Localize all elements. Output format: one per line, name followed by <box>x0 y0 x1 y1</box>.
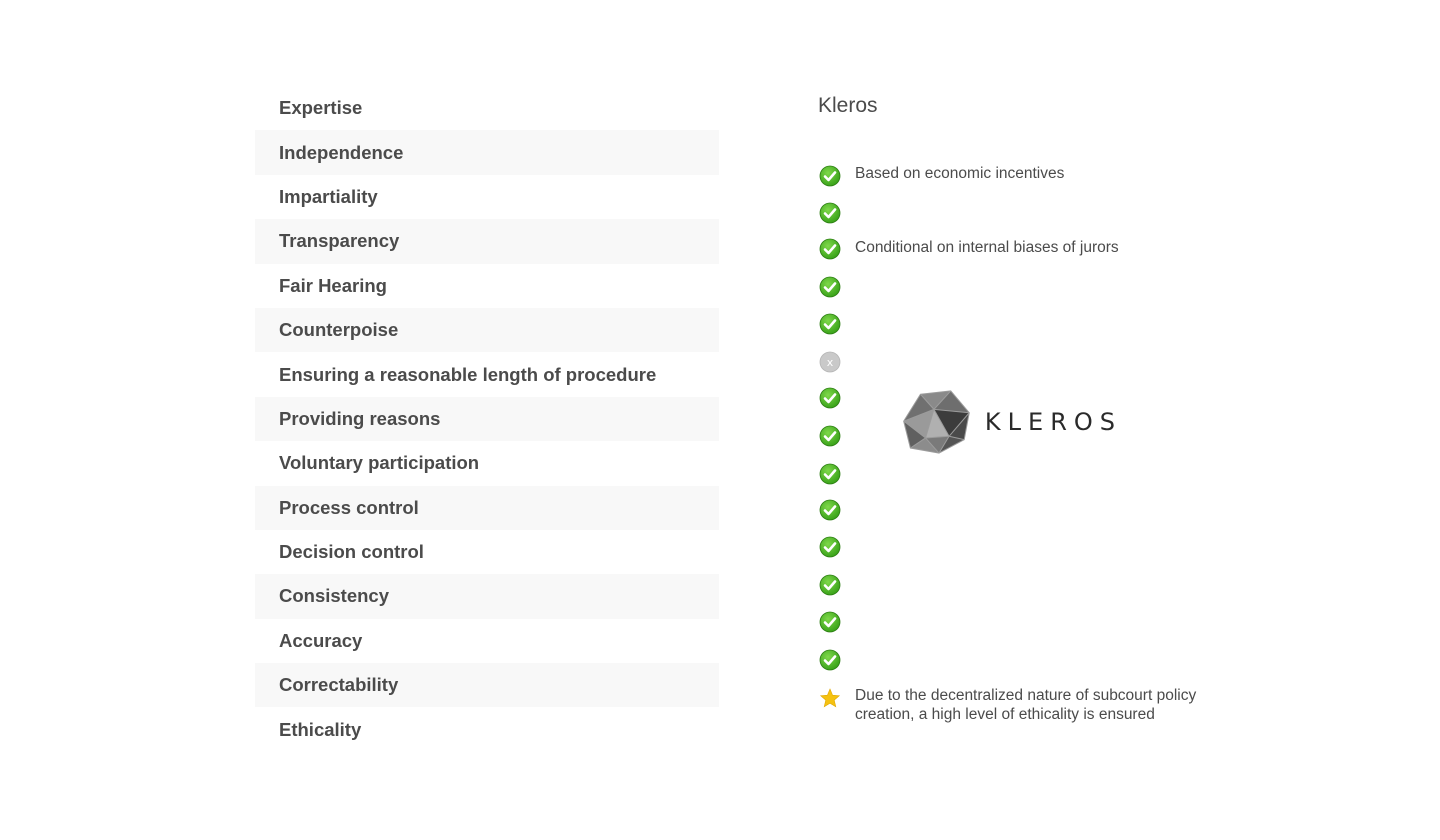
check-icon <box>819 238 841 260</box>
check-icon <box>819 463 841 485</box>
criterion-row: Accuracy <box>279 629 363 651</box>
criterion-row: Providing reasons <box>255 397 719 441</box>
criterion-row: Consistency <box>255 574 719 618</box>
criterion-row: Fair Hearing <box>279 274 387 296</box>
check-icon <box>819 165 841 187</box>
criterion-row: Ensuring a reasonable length of procedure <box>279 363 657 385</box>
criterion-row: Counterpoise <box>255 308 719 352</box>
logo-text: KLEROS <box>984 408 1122 436</box>
check-icon <box>819 499 841 521</box>
svg-text:x: x <box>826 356 834 369</box>
criterion-row: Process control <box>255 486 719 530</box>
criterion-row: Transparency <box>255 219 719 263</box>
check-icon <box>819 536 841 558</box>
check-icon <box>819 313 841 335</box>
criterion-row: Ethicality <box>279 718 362 740</box>
check-icon <box>819 649 841 671</box>
kleros-logo <box>902 382 1122 462</box>
check-icon <box>819 202 841 224</box>
check-icon <box>819 276 841 298</box>
cross-icon <box>819 351 841 373</box>
criterion-row: Voluntary participation <box>279 452 480 474</box>
star-icon <box>819 687 841 709</box>
check-icon <box>819 574 841 596</box>
note-ethicality: Due to the decentralized nature of subcourt policy creation, a high level of ethicality is ensured <box>855 687 1197 723</box>
check-icon <box>819 387 841 409</box>
check-icon <box>819 611 841 633</box>
criterion-row: Impartiality <box>279 185 378 207</box>
column-title-kleros: Kleros <box>818 94 878 117</box>
check-icon <box>819 425 841 447</box>
criterion-row: Decision control <box>279 541 424 563</box>
icosahedron-icon <box>902 383 971 461</box>
note-expertise: Based on economic incentives <box>855 165 1065 182</box>
criterion-row: Expertise <box>279 97 363 119</box>
criterion-row: Independence <box>255 130 719 174</box>
criteria-list <box>255 86 719 752</box>
note-impartiality: Conditional on internal biases of jurors <box>855 239 1119 256</box>
criterion-row: Correctability <box>255 663 719 707</box>
